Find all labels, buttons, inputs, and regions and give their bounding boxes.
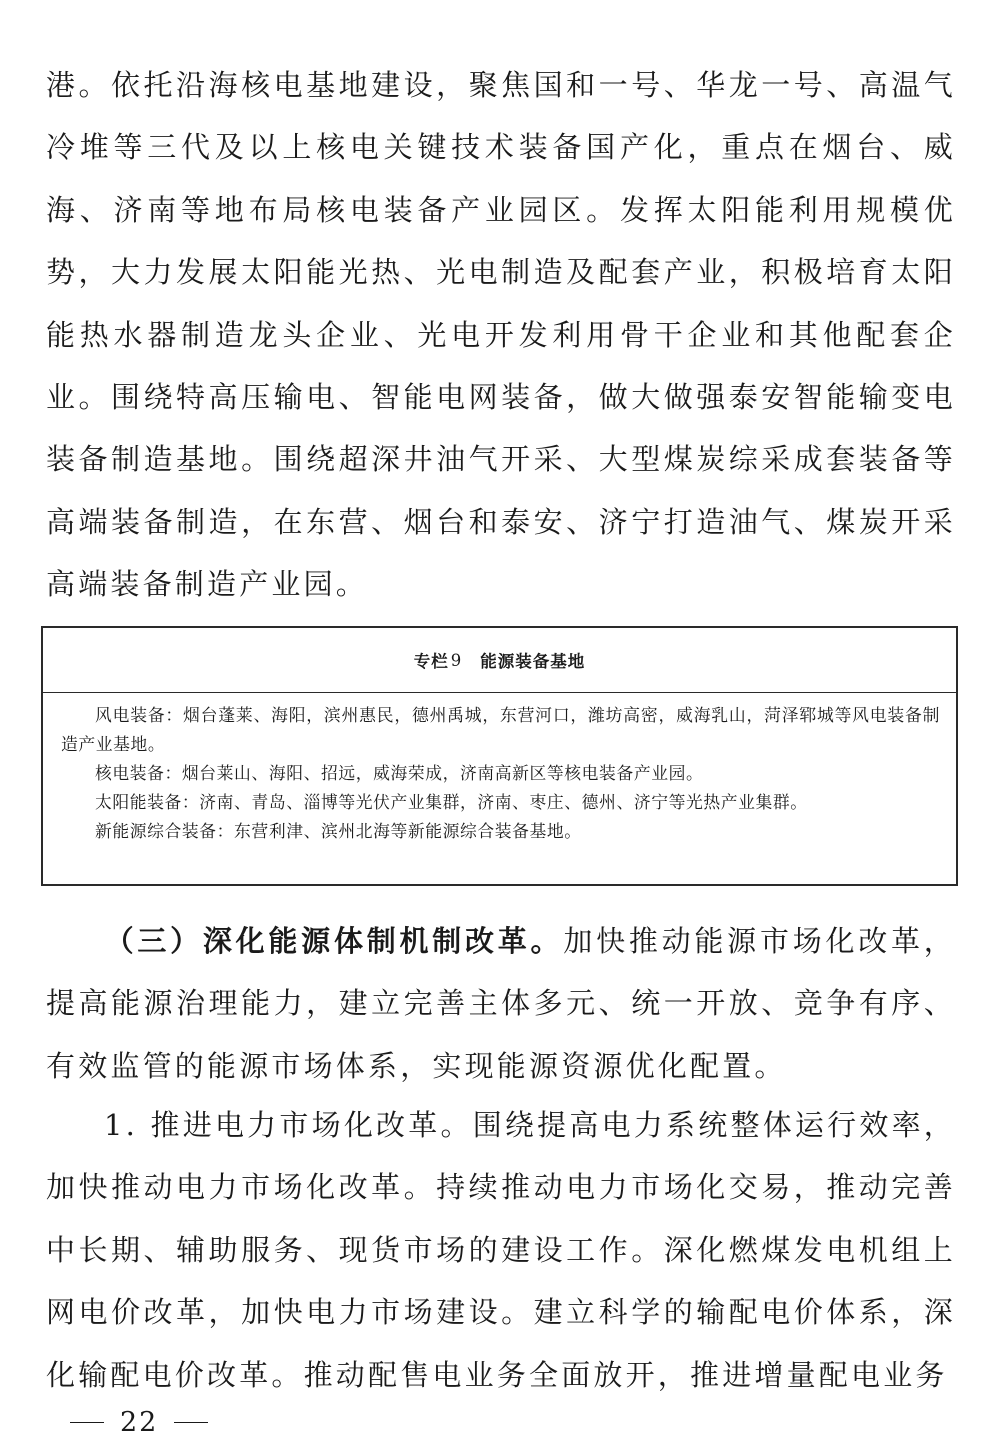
- column-box-title: [43, 628, 956, 693]
- body-paragraph-2: [46, 910, 956, 1097]
- body-paragraph-1: 港。依托沿海核电基地建设，聚焦国和一号、华龙一号、高温气冷堆等三代及以上核电关键技术装备国产化，重点在烟台、威海、济南等地布局核电装备产业园区。发挥太阳能利用规模优势，大力发展太阳能光热、光电制造及配套产业，积极培育太阳能热水器制造龙头企业、光电开发利用骨干企业和其他配套企业。围绕特高压输电、智能电网装备，做大做强泰安智能输变电装备制造基地。围绕超深井油气开采、大型煤炭综采成套装备等高端装备制造，在东营、烟台和泰安、济宁打造油气、煤炭开采高端装备制造产业园。: [46, 68, 956, 602]
- section-heading: （三）深化能源体制机制改革。: [104, 924, 564, 958]
- page-footer: [70, 1407, 208, 1438]
- section-body: 加快推动能源市场化改革，提高能源治理能力，建立完善主体多元、统一开放、竞争有序、有效监管的能源市场体系，实现能源资源优化配置。: [46, 924, 956, 1083]
- footer-dash-right: [174, 1422, 208, 1424]
- page-number: 22: [120, 1407, 159, 1438]
- subsection-text: 1. 推进电力市场化改革。围绕提高电力系统整体运行效率，加快推动电力市场化改革。持续推动电力市场化交易，推动完善中长期、辅助服务、现货市场的建设工作。深化燃煤发电机组上网电价改革，加快电力市场建设。建立科学的输配电价体系，深化输配电价改革。推动配售电业务全面放开，推进增量配电业务: [46, 1108, 956, 1392]
- column-item-nuclear: 核电装备：烟台莱山、海阳、招远，威海荣成，济南高新区等核电装备产业园。: [95, 763, 704, 783]
- column-box: [41, 626, 958, 886]
- body-paragraph-3: [46, 1094, 956, 1406]
- column-item-new-energy: 新能源综合装备：东营利津、滨州北海等新能源综合装备基地。: [95, 821, 582, 841]
- column-title-number: 9: [450, 650, 463, 670]
- column-title-prefix: 专栏: [413, 652, 449, 671]
- column-title-text: 能源装备基地: [480, 652, 586, 671]
- column-box-body: [43, 693, 956, 846]
- column-item-wind: 风电装备：烟台蓬莱、海阳，滨州惠民，德州禹城，东营河口，潍坊高密，威海乳山，菏泽郓城等风电装备制造产业基地。: [61, 705, 940, 754]
- column-item-solar: 太阳能装备：济南、青岛、淄博等光伏产业集群，济南、枣庄、德州、济宁等光热产业集群。: [95, 792, 808, 812]
- footer-dash-left: [70, 1422, 104, 1424]
